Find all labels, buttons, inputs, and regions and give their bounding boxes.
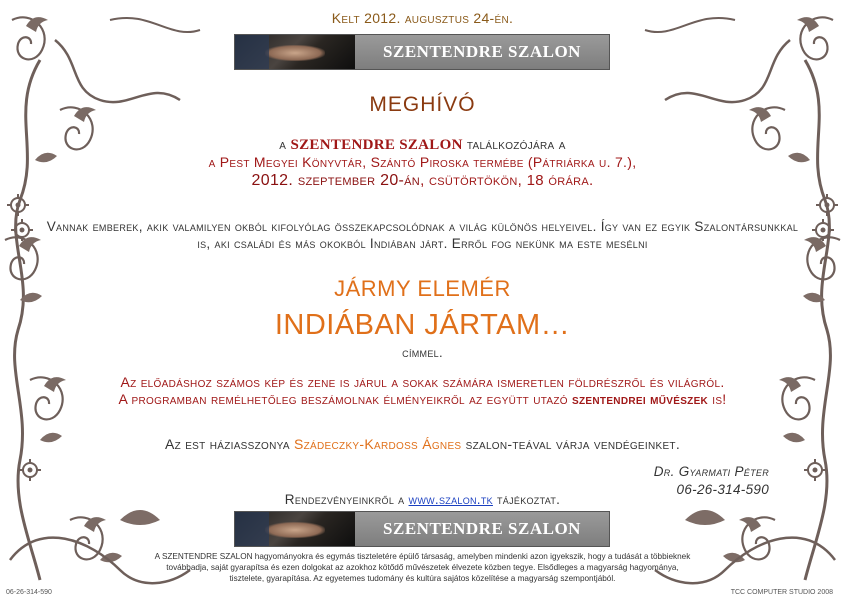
invite-org-name: SZENTENDRE SZALON (290, 137, 463, 153)
program-paragraph (0, 374, 845, 408)
program-line-2-pre: A programban remélhetőleg beszámolnak élményeikről az együtt utazó (118, 391, 573, 407)
program-line-2-post: is! (708, 391, 727, 407)
event-date: 2012. szeptember 20-án (251, 172, 421, 189)
speaker-name: JÁRMY ELEMÉR (334, 276, 511, 301)
footer-description: A SZENTENDRE SZALON hagyományokra és egymás tiszteletére épülő társaság, amelyben mindenki azon igyekszik, hogy a tudását a többieknek továbbadja, saját gyarapítsa és ezen dolgokat az azokhoz kötődő művészetek élvezete közben tegye. Elsődleges a magyarság hagyománya, tisztelete, gyarapítása. Az egyetemes tudomány és kultúra sajátos közelítése a magyarság szempontjából. (154, 552, 691, 583)
website-link[interactable]: www.szalon.tk (408, 492, 493, 507)
host-post: szalon-teával várja vendégeinket. (461, 436, 681, 452)
invite-line-2: a Pest Megyei Könyvtár, Szántó Piroska termébe (Pátriárka u. 7.), (208, 154, 637, 170)
event-day-time: , csütörtökön, 18 órára. (420, 172, 594, 189)
info-post: tájékoztat. (492, 492, 561, 507)
talk-title: INDIÁBAN JÁRTAM… (274, 309, 571, 341)
logo-brand-text: SZENTENDRE SZALON (355, 512, 609, 546)
invite-line-1-post: találkozójára a (462, 136, 566, 152)
handshake-image (235, 35, 355, 69)
logo-brand-text: SZENTENDRE SZALON (355, 35, 609, 69)
signature-phone: 06-26-314-590 (676, 482, 769, 497)
invite-line-1-pre: a (279, 136, 291, 152)
handshake-image (235, 512, 355, 546)
program-line-1: Az előadáshoz számos kép és zene is járul a sokak számára ismeretlen földrészről és világról. (120, 374, 725, 390)
invite-line-3 (0, 172, 845, 190)
logo-banner-bottom (234, 511, 610, 547)
corner-phone: 06-26-314-590 (6, 589, 52, 596)
info-line (0, 492, 845, 507)
date-line: Kelt 2012. augusztus 24-én. (331, 10, 514, 26)
host-line (0, 436, 845, 452)
invite-line-1 (0, 136, 845, 154)
signature-name: Dr. Gyarmati Péter (653, 464, 769, 479)
host-name: Szádeczky-Kardoss Ágnes (294, 436, 462, 452)
program-artists: szentendrei művészek (572, 391, 709, 407)
intro-paragraph: Vannak emberek, akik valamilyen okból kifolyólag összekapcsolódnak a világ különös helyeivel. Így van ez egyik Szalontársunkkal is, aki családi és más okokból Indiában járt. Erről fog nekünk ma este mesélni (46, 219, 799, 251)
page-title: MEGHÍVÓ (369, 93, 476, 116)
corner-credit: TCC COMPUTER STUDIO 2008 (730, 589, 833, 596)
info-pre: Rendezvényeinkről a (284, 492, 409, 507)
host-pre: Az est háziasszonya (164, 436, 295, 452)
logo-banner-top (234, 34, 610, 70)
program-line-2 (0, 391, 845, 408)
title-suffix: címmel. (402, 345, 443, 360)
